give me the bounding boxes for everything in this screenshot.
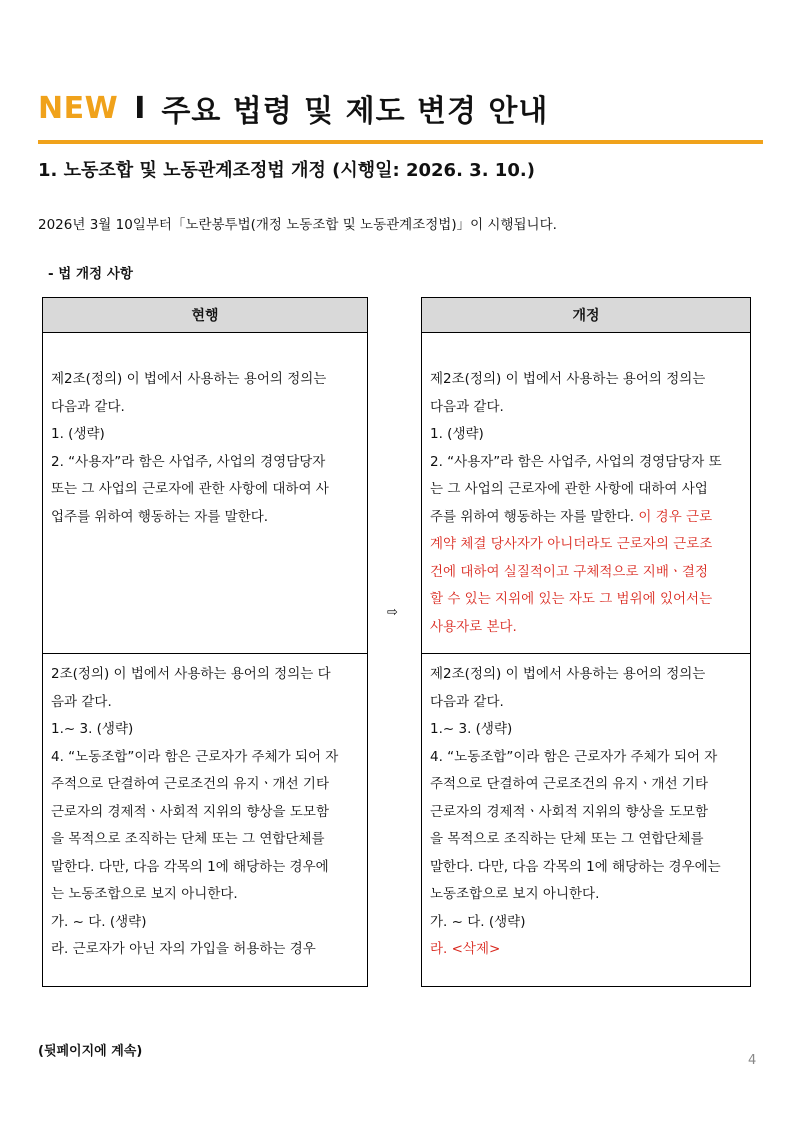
amended-law-text-1 <box>430 366 722 641</box>
text-line: 2조(정의) 이 법에서 사용하는 용어의 정의는 다 <box>51 666 331 682</box>
text-line: 2. “사용자”라 함은 사업주, 사업의 경영담당자 <box>51 453 326 470</box>
intro-paragraph: 2026년 3월 10일부터「노란봉투법(개정 노동조합 및 노동관계조정법)」이 시행됩니다. <box>38 217 557 233</box>
text-line: 주적으로 단결하여 근로조건의 유지ㆍ개선 기타 <box>51 776 329 792</box>
amended-law-text-2 <box>430 661 721 964</box>
text-line: 1.~ 3. (생략) <box>430 721 513 737</box>
text-line: 다음과 같다. <box>51 398 125 415</box>
text-line: 가. ~ 다. (생략) <box>51 913 147 930</box>
amendment-text: 사용자로 본다. <box>430 618 517 635</box>
header-rule <box>38 140 763 144</box>
amendment-text: 계약 체결 당사자가 아니더라도 근로자의 근로조 <box>430 536 713 552</box>
arrow-icon: ⇨ <box>387 605 398 620</box>
text-line: 제2조(정의) 이 법에서 사용하는 용어의 정의는 <box>430 666 706 682</box>
section-title: 1. 노동조합 및 노동관계조정법 개정 (시행일: 2026. 3. 10.) <box>38 160 535 181</box>
page-number: 4 <box>748 1053 757 1068</box>
text-line: 2. “사용자”라 함은 사업주, 사업의 경영담당자 또 <box>430 453 722 470</box>
text-line: 근로자의 경제적ㆍ사회적 지위의 향상을 도모함 <box>430 803 708 820</box>
text-line: 주적으로 단결하여 근로조건의 유지ㆍ개선 기타 <box>430 776 708 792</box>
text-line: 또는 그 사업의 근로자에 관한 사항에 대하여 사 <box>51 481 329 497</box>
current-law-text-2 <box>51 661 338 964</box>
text-line: 라. 근로자가 아닌 자의 가입을 허용하는 경우 <box>51 941 316 957</box>
continued-note: (뒷페이지에 계속) <box>38 1044 143 1059</box>
text-line: 1. (생략) <box>51 426 105 442</box>
text-line: 다음과 같다. <box>430 398 504 415</box>
amendment-text: 라. <삭제> <box>430 941 501 957</box>
current-law-header: 현행 <box>42 297 368 333</box>
text-line: 을 목적으로 조직하는 단체 또는 그 연합단체를 <box>430 831 704 847</box>
amended-law-header: 개정 <box>421 297 751 333</box>
header-separator: I <box>134 90 146 126</box>
text-line: 는 노동조합으로 보지 아니한다. <box>51 886 238 902</box>
text-line: 는 그 사업의 근로자에 관한 사항에 대하여 사업 <box>430 481 708 497</box>
text-line: 을 목적으로 조직하는 단체 또는 그 연합단체를 <box>51 831 325 847</box>
text-line <box>430 504 722 532</box>
text-line: 근로자의 경제적ㆍ사회적 지위의 향상을 도모함 <box>51 803 329 820</box>
new-badge: NEW <box>38 90 119 126</box>
subheading: - 법 개정 사항 <box>48 266 133 282</box>
amendment-text: 할 수 있는 지위에 있는 자도 그 범위에 있어서는 <box>430 591 713 607</box>
text-line: 1.~ 3. (생략) <box>51 721 134 737</box>
text-line: 제2조(정의) 이 법에서 사용하는 용어의 정의는 <box>51 371 327 387</box>
text-line: 1. (생략) <box>430 426 484 442</box>
text-line: 제2조(정의) 이 법에서 사용하는 용어의 정의는 <box>430 371 706 387</box>
text-line: 말한다. 다만, 다음 각목의 1에 해당하는 경우에 <box>51 858 329 875</box>
amendment-text: 건에 대하여 실질적이고 구체적으로 지배ㆍ결정 <box>430 563 708 580</box>
page-title: 주요 법령 및 제도 변경 안내 <box>161 94 549 129</box>
text-line: 다음과 같다. <box>430 693 504 710</box>
text-line: 4. “노동조합”이라 함은 근로자가 주체가 되어 자 <box>51 748 339 765</box>
text-line-part: 주를 위하여 행동하는 자를 말한다. <box>430 508 635 525</box>
text-line: 가. ~ 다. (생략) <box>430 913 526 930</box>
text-line: 업주를 위하여 행동하는 자를 말한다. <box>51 508 269 525</box>
text-line: 노동조합으로 보지 아니한다. <box>430 886 600 902</box>
current-law-text-1 <box>51 366 329 531</box>
text-line: 음과 같다. <box>51 693 112 710</box>
text-line: 4. “노동조합”이라 함은 근로자가 주체가 되어 자 <box>430 748 718 765</box>
text-line: 말한다. 다만, 다음 각목의 1에 해당하는 경우에는 <box>430 858 721 875</box>
amendment-text: 이 경우 근로 <box>634 508 713 525</box>
page-header <box>38 86 548 130</box>
